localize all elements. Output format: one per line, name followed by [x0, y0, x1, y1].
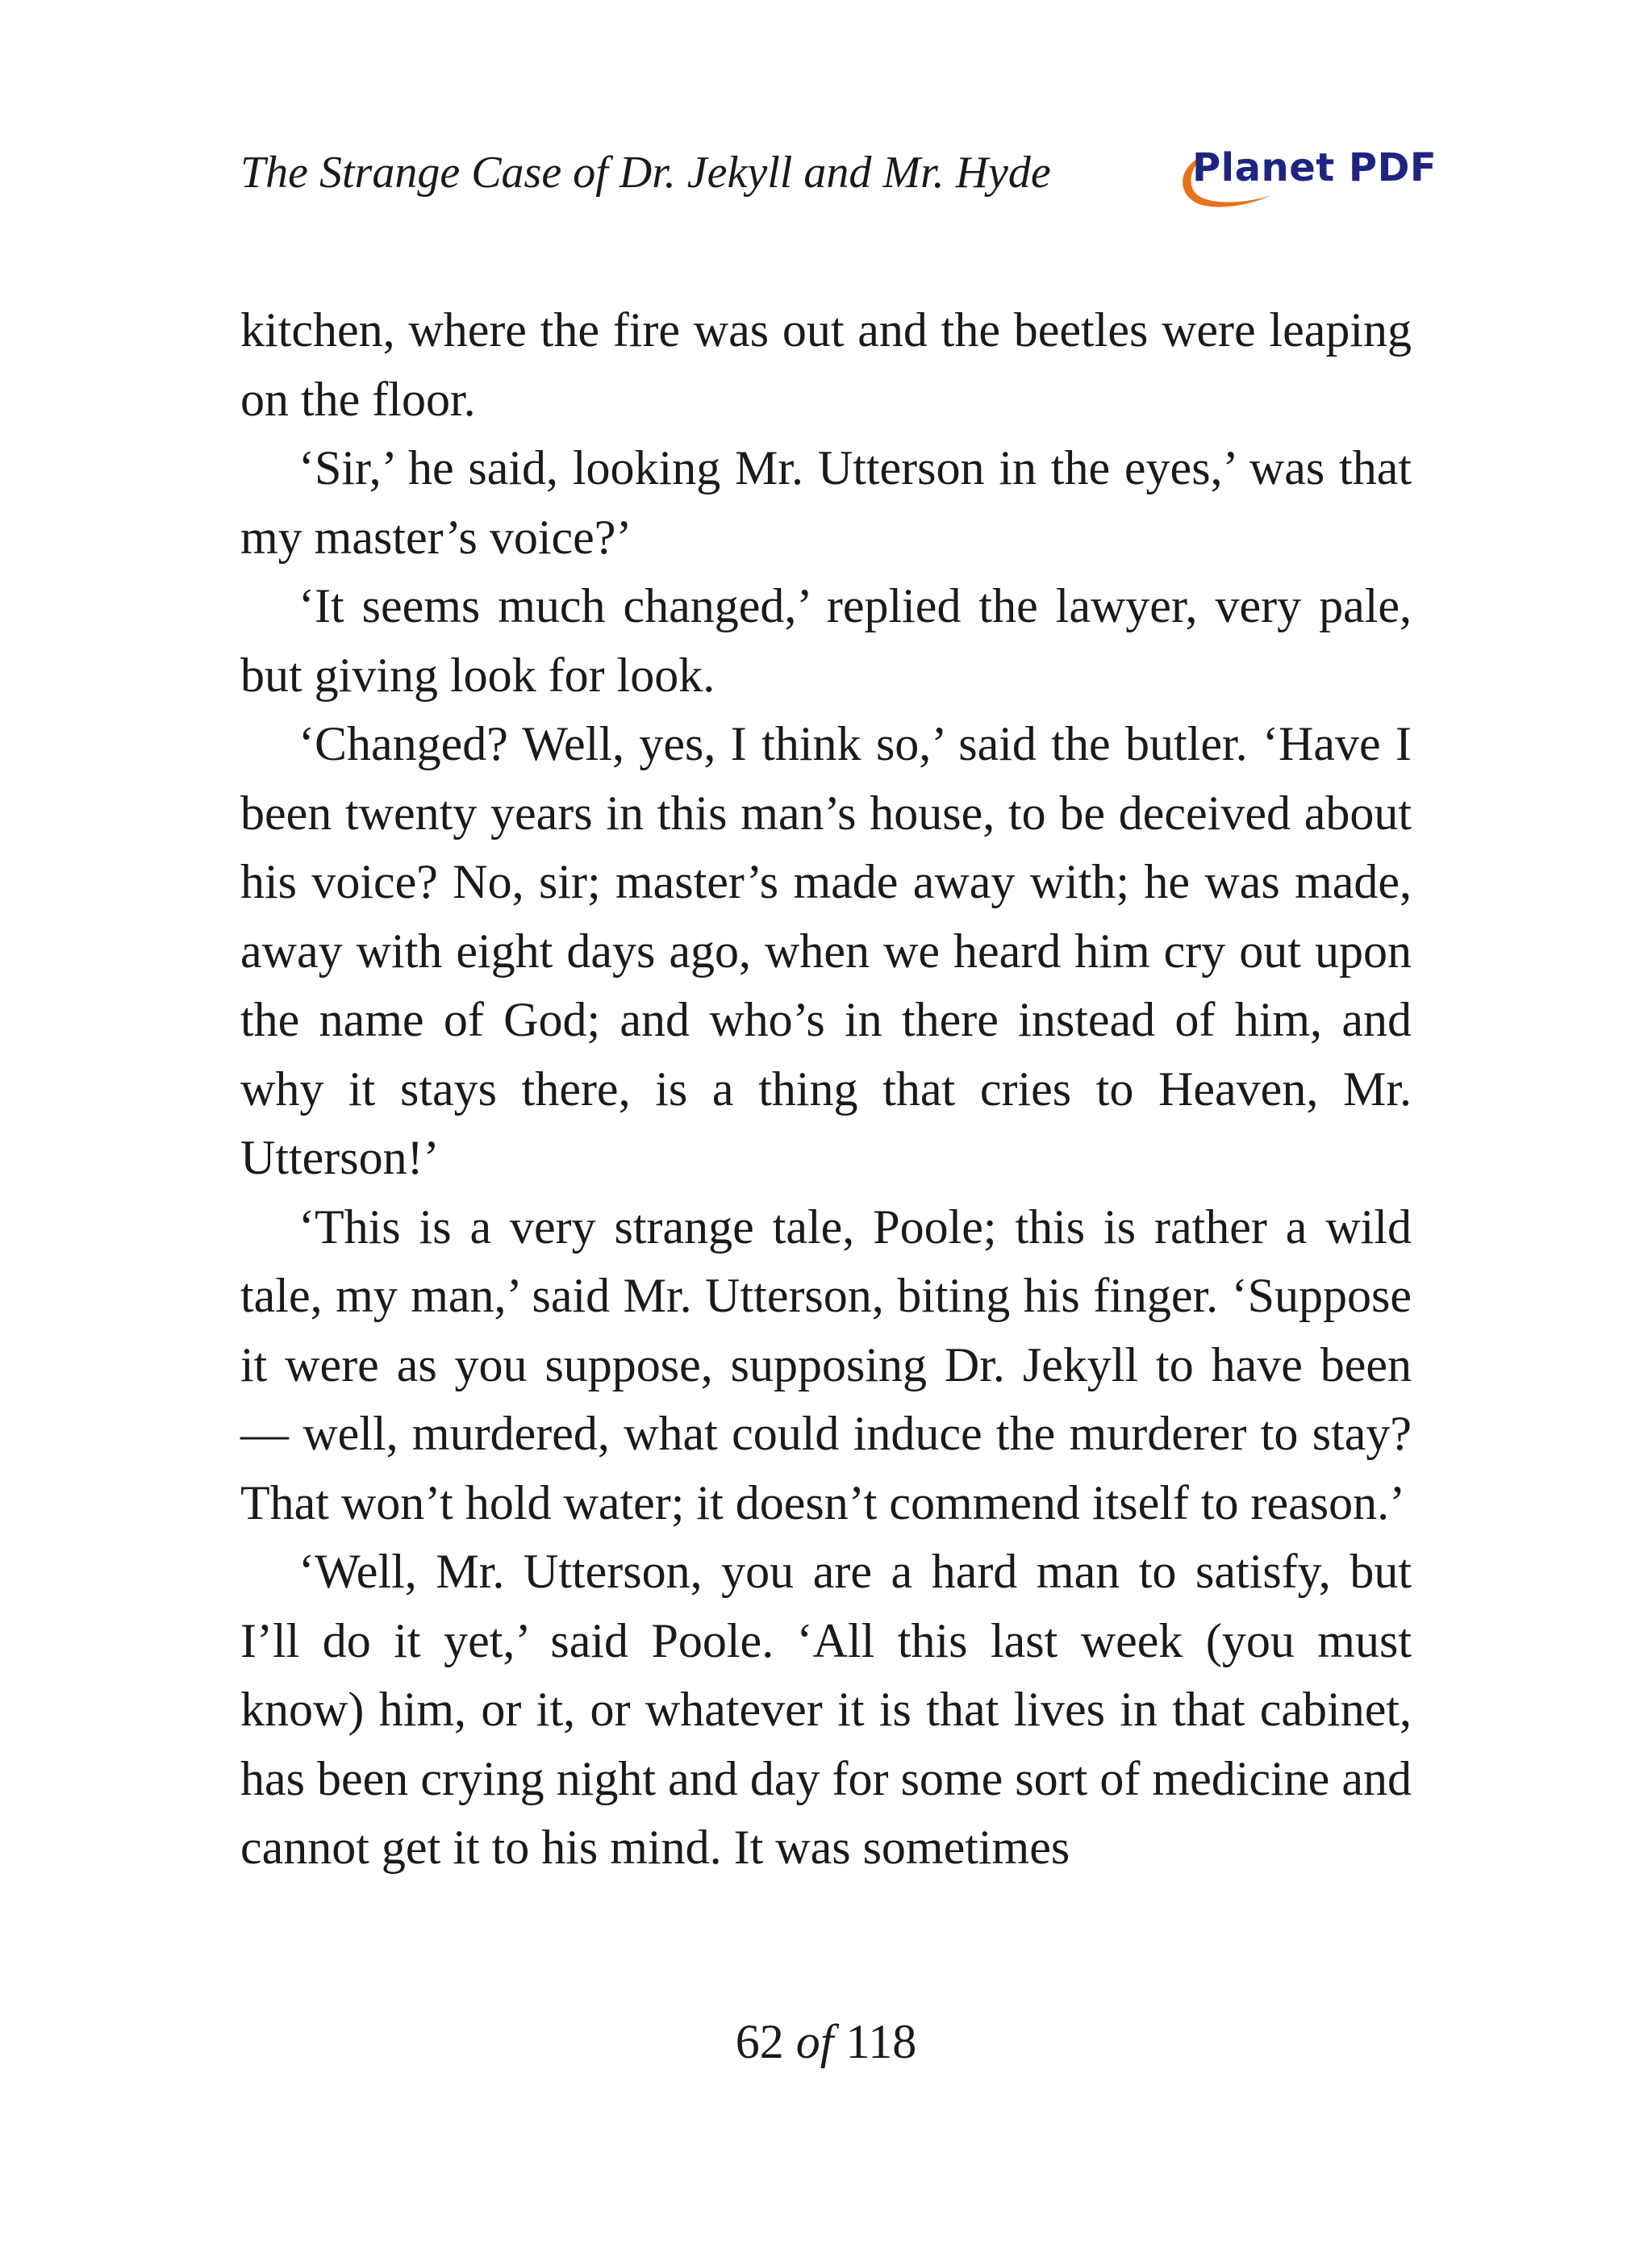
running-header [240, 144, 1437, 216]
paragraph: ‘Well, Mr. Utterson, you are a hard man to satisfy, but I’ll do it yet,’ said Poole. ‘All this last week (you must know) him, or it, or whatever it is that lives in that cabinet, has been crying night and day for some sort of medicine and cannot get it to his mind. It was sometimes [240, 1545, 1412, 1874]
paragraph: ‘It seems much changed,’ replied the lawyer, very pale, but giving look for look. [240, 579, 1412, 702]
page-body [240, 296, 1412, 1883]
page-separator: of [795, 2015, 834, 2068]
paragraph: ‘This is a very strange tale, Poole; this is rather a wild tale, my man,’ said Mr. Utterson, biting his finger. ‘Suppose it were as you suppose, supposing Dr. Jekyll to have been — well, murdered, what could induce the murderer to stay? That won’t hold water; it doesn’t commend itself to reason.’ [240, 1200, 1412, 1529]
book-title: The Strange Case of Dr. Jekyll and Mr. Hyde [240, 148, 1051, 198]
paragraph: kitchen, where the fire was out and the beetles were leaping on the floor. [240, 303, 1412, 426]
brand-name: Planet PDF [1192, 145, 1437, 190]
planet-pdf-logo [1170, 144, 1437, 215]
page-current: 62 [735, 2015, 784, 2068]
paragraph: ‘Changed? Well, yes, I think so,’ said the butler. ‘Have I been twenty years in this man’s house, to be deceived about his voice? No, sir; master’s made away with; he was made, away with eight days ago, when we heard him cry out upon the name of God; and who’s in there instead of him, and why it stays there, is a thing that cries to Heaven, Mr. Utterson!’ [240, 717, 1412, 1184]
paragraph: ‘Sir,’ he said, looking Mr. Utterson in the eyes,’ was that my master’s voice?’ [240, 441, 1412, 564]
page-total: 118 [845, 2015, 917, 2068]
page-number [0, 2013, 1652, 2071]
